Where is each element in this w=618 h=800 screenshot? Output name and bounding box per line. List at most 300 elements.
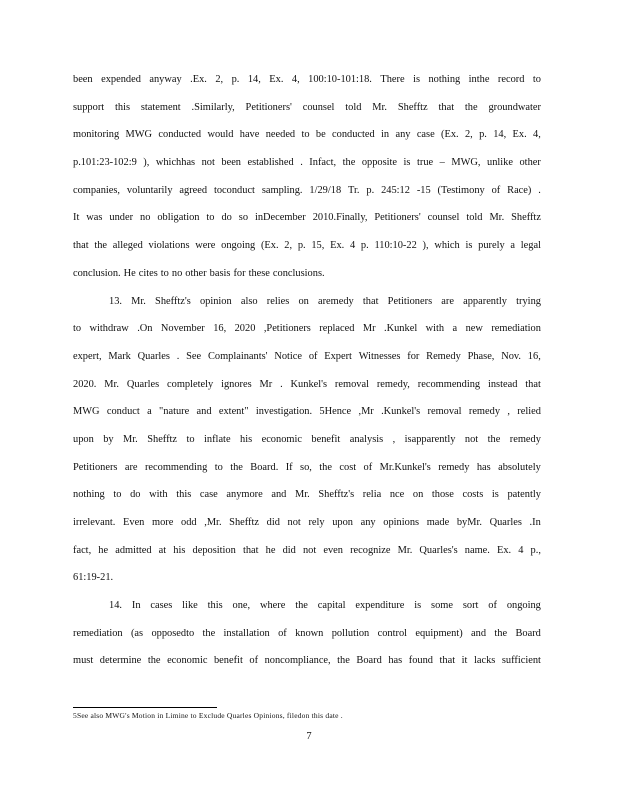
word: Shefftz xyxy=(147,433,178,445)
word: to xyxy=(532,74,541,85)
word: Quarles xyxy=(137,350,170,362)
word: conducted xyxy=(332,129,375,141)
word: not xyxy=(201,157,215,169)
word: It xyxy=(73,212,80,224)
word: to xyxy=(73,323,82,335)
word: counsel xyxy=(427,212,460,224)
paragraph-13-first-line xyxy=(73,288,541,316)
word: companies, xyxy=(73,184,121,196)
word: Mr. xyxy=(372,101,388,113)
text-line xyxy=(73,343,541,371)
word: 13. xyxy=(109,295,122,307)
word: it xyxy=(461,655,468,667)
word: conclusion. xyxy=(73,267,121,279)
word: Mr. xyxy=(104,378,119,390)
word: ), xyxy=(422,240,429,252)
word: known xyxy=(295,627,324,639)
word: irrelevant. xyxy=(73,517,116,528)
word: the xyxy=(342,157,356,169)
word: See xyxy=(186,350,202,362)
word: remedy xyxy=(438,461,470,473)
word: ignores xyxy=(221,378,252,390)
word: . xyxy=(176,350,180,362)
word: . xyxy=(300,157,303,169)
word: some xyxy=(431,600,453,612)
word: not xyxy=(302,544,317,556)
word: the xyxy=(94,240,108,252)
word: to xyxy=(301,129,310,141)
word: alleged xyxy=(112,240,143,252)
word: inthe xyxy=(468,74,490,85)
word: Tr. xyxy=(348,184,360,196)
word: support xyxy=(73,101,105,113)
word: recommending xyxy=(144,461,208,473)
word: no xyxy=(140,212,151,224)
word: (Ex. xyxy=(441,129,459,141)
text-line xyxy=(73,398,541,426)
text-line xyxy=(73,66,541,94)
word: completely xyxy=(167,378,214,390)
word: also xyxy=(240,295,258,307)
word: this xyxy=(176,489,192,501)
word: case xyxy=(199,489,218,501)
word: Expert xyxy=(324,350,352,362)
word: ,Petitioners xyxy=(263,323,311,335)
word: statement xyxy=(140,101,181,113)
word: 14, xyxy=(493,129,507,141)
word: this xyxy=(207,600,223,612)
word: and xyxy=(271,489,287,501)
word: and xyxy=(471,627,487,639)
word: the xyxy=(487,433,501,445)
word: nothing xyxy=(73,489,105,501)
word: Board xyxy=(356,655,382,667)
word: ,Mr. xyxy=(204,517,222,528)
word: have xyxy=(239,129,260,141)
word: p. xyxy=(479,129,487,141)
word: There xyxy=(380,74,405,85)
word: remedy xyxy=(509,433,541,445)
word: rely xyxy=(308,517,325,528)
word: to xyxy=(160,267,169,279)
word: any xyxy=(360,517,376,528)
text-line xyxy=(73,620,541,648)
word: Shefftz's xyxy=(155,295,191,307)
word: If xyxy=(285,461,293,473)
word: told xyxy=(466,212,483,224)
word: do xyxy=(130,489,141,501)
word: name. xyxy=(464,544,490,556)
page-number: 7 xyxy=(306,731,312,742)
word: 14. xyxy=(109,600,122,612)
word: Ex. xyxy=(269,74,284,85)
word: Quarles xyxy=(126,378,160,390)
word: Board xyxy=(515,627,541,639)
word: and xyxy=(196,406,212,418)
text-line xyxy=(73,371,541,399)
word: so, xyxy=(300,461,312,473)
word: a xyxy=(510,240,516,252)
word: .On xyxy=(137,323,153,335)
word: at xyxy=(158,544,167,556)
word: recognize xyxy=(350,544,391,556)
word: Witnesses xyxy=(358,350,401,362)
word: those xyxy=(431,489,454,501)
word: Shefftz xyxy=(397,101,428,113)
word: 2, xyxy=(464,129,473,141)
word: that xyxy=(525,378,541,390)
word: for xyxy=(407,350,420,362)
word: p. xyxy=(297,240,306,252)
word: 100:10-101:18. xyxy=(308,74,372,85)
word: lacks xyxy=(473,655,496,667)
word: , xyxy=(392,433,396,445)
word: been xyxy=(73,74,93,85)
word: cases xyxy=(150,600,173,612)
word: Petitioners' xyxy=(245,101,292,113)
word: noncompliance, xyxy=(264,655,331,667)
word: He xyxy=(123,267,136,279)
word: violations xyxy=(148,240,190,252)
word: no xyxy=(171,267,183,279)
word: unlike xyxy=(487,157,513,169)
footnote-divider xyxy=(73,707,217,708)
word: that xyxy=(73,240,89,252)
text-line xyxy=(73,315,541,343)
word: true xyxy=(416,157,434,169)
word: trying xyxy=(516,295,541,307)
word: p. xyxy=(366,184,375,196)
word: monitoring xyxy=(73,129,120,141)
word: sort xyxy=(462,600,479,612)
text-line xyxy=(73,564,541,592)
word: patently xyxy=(507,489,541,501)
text-line xyxy=(73,537,541,565)
word: purely xyxy=(478,240,505,252)
word: Ex. xyxy=(496,544,512,556)
word: Mr. xyxy=(123,433,138,445)
word: p. xyxy=(231,74,240,85)
word: for xyxy=(233,267,246,279)
word: . xyxy=(280,378,283,390)
word: ,Mr xyxy=(358,406,374,418)
word: 110:10-22 xyxy=(374,240,417,252)
word: costs xyxy=(462,489,484,501)
word: Kunkel's xyxy=(290,378,328,390)
word: was xyxy=(86,212,103,224)
word: sampling. xyxy=(261,184,303,196)
word: of xyxy=(278,627,287,639)
word: been xyxy=(221,157,242,169)
word: the xyxy=(147,655,161,667)
word: opposedto xyxy=(151,627,195,639)
word: Ex. xyxy=(330,240,345,252)
word: Mr xyxy=(362,323,376,335)
word: November xyxy=(160,323,205,335)
word: must xyxy=(73,655,94,667)
word: byMr. xyxy=(456,517,482,528)
word: nce xyxy=(389,489,405,501)
text-line xyxy=(73,232,541,260)
word: .Kunkel xyxy=(384,323,418,335)
word: that xyxy=(362,295,379,307)
word: opinion xyxy=(199,295,232,307)
word: Notice xyxy=(274,350,303,362)
word: remedy xyxy=(468,406,501,418)
word: 4, xyxy=(533,129,541,141)
word: is xyxy=(491,489,499,501)
word: Petitioners xyxy=(73,461,118,473)
word: basis xyxy=(209,267,231,279)
word: conduct xyxy=(106,406,140,418)
word: nothing xyxy=(428,74,461,85)
word: opinions xyxy=(383,517,420,528)
word: groundwater xyxy=(488,101,541,113)
word: a xyxy=(147,406,152,418)
word: that xyxy=(242,544,259,556)
word: expenditure xyxy=(355,600,405,612)
text-line xyxy=(73,121,541,149)
word: to xyxy=(113,489,122,501)
word: Race) xyxy=(507,184,532,196)
word: the xyxy=(319,461,332,473)
word: were xyxy=(195,240,216,252)
word: .Similarly, xyxy=(191,101,235,113)
word: Mr.Kunkel's xyxy=(379,461,431,473)
text-line xyxy=(73,204,541,232)
word: needed xyxy=(265,129,296,141)
word: more xyxy=(152,517,174,528)
word: .Kunkel's xyxy=(381,406,421,418)
word: (Testimony xyxy=(437,184,485,196)
word: 4 xyxy=(518,544,524,556)
word: expended xyxy=(101,74,141,85)
word: Infact, xyxy=(309,157,337,169)
word: apparently xyxy=(463,295,507,307)
word: removal xyxy=(427,406,462,418)
body-text xyxy=(73,66,541,675)
word: Mr. xyxy=(295,489,310,501)
word: of xyxy=(488,600,497,612)
word: benefit xyxy=(213,655,243,667)
word: he xyxy=(265,544,276,556)
word: to xyxy=(206,212,215,224)
word: on xyxy=(298,295,309,307)
word: inDecember xyxy=(254,212,306,224)
word: the xyxy=(295,600,308,612)
word: admitted xyxy=(115,544,152,556)
word: equipment) xyxy=(415,627,463,639)
word: .Ex. xyxy=(190,74,207,85)
word: Remedy xyxy=(426,350,461,362)
word: the xyxy=(230,461,243,473)
word: 16, xyxy=(213,323,227,335)
word: with xyxy=(425,323,445,335)
word: 4 xyxy=(349,240,356,252)
word: told xyxy=(345,101,362,113)
word: do xyxy=(221,212,232,224)
word: cites xyxy=(138,267,158,279)
word: investigation. xyxy=(255,406,313,418)
word: Mark xyxy=(108,350,131,362)
word: benefit xyxy=(311,433,341,445)
word: by xyxy=(103,433,114,445)
word: 14, xyxy=(247,74,261,85)
word: deposition xyxy=(192,544,236,556)
word: fact, xyxy=(73,544,92,556)
word: 245:12 xyxy=(381,184,410,196)
word: has xyxy=(388,655,403,667)
word: other xyxy=(185,267,207,279)
word: under xyxy=(109,212,134,224)
word: MWG xyxy=(73,406,100,418)
word: that xyxy=(439,655,456,667)
word: are xyxy=(441,295,454,307)
word: remediation xyxy=(491,323,541,335)
word: 16, xyxy=(527,350,541,362)
word: 2010.Finally, xyxy=(312,212,368,224)
word: isapparently xyxy=(404,433,456,445)
word: 2020 xyxy=(234,323,256,335)
word: even xyxy=(323,544,343,556)
word: p.101:23-102:9 xyxy=(73,157,137,169)
word: .In xyxy=(529,517,541,528)
text-line xyxy=(73,454,541,482)
word: are xyxy=(124,461,138,473)
word: ongoing xyxy=(506,600,541,612)
word: did xyxy=(266,517,280,528)
word: has xyxy=(476,461,491,473)
word: (as xyxy=(130,627,144,639)
word: MWG, xyxy=(451,157,481,169)
word: . xyxy=(538,184,541,196)
word: one, xyxy=(232,600,251,612)
word: p., xyxy=(530,544,541,556)
word: remediation xyxy=(73,627,123,639)
word: where xyxy=(259,600,286,612)
text-line xyxy=(73,149,541,177)
word: did xyxy=(282,544,296,556)
word: Mr. xyxy=(131,295,146,307)
word: Petitioners' xyxy=(374,212,421,224)
word: to xyxy=(214,461,223,473)
word: the xyxy=(337,655,350,667)
word: of xyxy=(308,350,318,362)
word: remedy, xyxy=(376,378,410,390)
word: conclusions. xyxy=(272,267,325,279)
word: obligation xyxy=(157,212,200,224)
word: odd xyxy=(181,517,197,528)
word: counsel xyxy=(302,101,335,113)
word: Mr. xyxy=(397,544,413,556)
word: this xyxy=(115,101,131,113)
word: -15 xyxy=(416,184,431,196)
word: anymore xyxy=(226,489,263,501)
footnote: 5See also MWG's Motion in Limine to Exclude Quarles Opinions, filedon this date . xyxy=(73,711,343,720)
word: sufficient xyxy=(501,655,541,667)
word: his xyxy=(173,544,186,556)
word: 2020. xyxy=(73,378,97,390)
word: which xyxy=(434,240,460,252)
text-line xyxy=(73,509,541,537)
word: upon xyxy=(73,433,94,445)
word: relies xyxy=(266,295,290,307)
word: found xyxy=(408,655,433,667)
word: 61:19-21. xyxy=(73,572,114,584)
word: on xyxy=(412,489,424,501)
word: whichhas xyxy=(155,157,196,169)
word: pollution xyxy=(331,627,370,639)
word: case xyxy=(416,129,435,141)
word: MWG xyxy=(125,129,153,141)
word: Board. xyxy=(250,461,279,473)
text-line xyxy=(73,94,541,122)
word: extent" xyxy=(218,406,249,418)
word: opposite xyxy=(361,157,398,169)
word: is xyxy=(414,600,422,612)
text-line xyxy=(73,177,541,205)
word: "nature xyxy=(159,406,190,418)
word: relia xyxy=(362,489,382,501)
word: any xyxy=(395,129,411,141)
word: Phase, xyxy=(467,350,495,362)
word: in xyxy=(381,129,390,141)
word: not xyxy=(464,433,479,445)
word: Mr xyxy=(259,378,273,390)
word: conducted xyxy=(158,129,202,141)
word: (Ex. xyxy=(260,240,279,252)
word: control xyxy=(377,627,408,639)
word: aremedy xyxy=(317,295,354,307)
word: made xyxy=(426,517,450,528)
word: Petitioners xyxy=(387,295,433,307)
word: 4, xyxy=(291,74,300,85)
word: Shefftz xyxy=(229,517,259,528)
word: Ex. xyxy=(512,129,527,141)
word: Shefftz's xyxy=(318,489,355,501)
word: other xyxy=(519,157,541,169)
word: relied xyxy=(517,406,541,418)
word: with xyxy=(149,489,168,501)
word: his xyxy=(240,433,253,445)
word: Quarles xyxy=(489,517,522,528)
word: is xyxy=(465,240,473,252)
word: of xyxy=(249,655,259,667)
word: toconduct xyxy=(213,184,255,196)
word: not xyxy=(287,517,301,528)
word: withdraw xyxy=(89,323,129,335)
word: Even xyxy=(123,517,145,528)
word: legal xyxy=(520,240,541,252)
word: would xyxy=(207,129,234,141)
text-line xyxy=(73,481,541,509)
word: economic xyxy=(261,433,302,445)
word: is xyxy=(413,74,420,85)
word: established xyxy=(247,157,294,169)
word: inflate xyxy=(204,433,231,445)
word: 15, xyxy=(311,240,325,252)
word: upon xyxy=(332,517,353,528)
word: record xyxy=(497,74,525,85)
word: like xyxy=(182,600,198,612)
word: agreed xyxy=(179,184,208,196)
word: Quarles's xyxy=(419,544,458,556)
word: , xyxy=(507,406,510,418)
word: absolutely xyxy=(498,461,541,473)
word: 2, xyxy=(215,74,224,85)
word: recommending xyxy=(417,378,481,390)
word: capital xyxy=(317,600,346,612)
